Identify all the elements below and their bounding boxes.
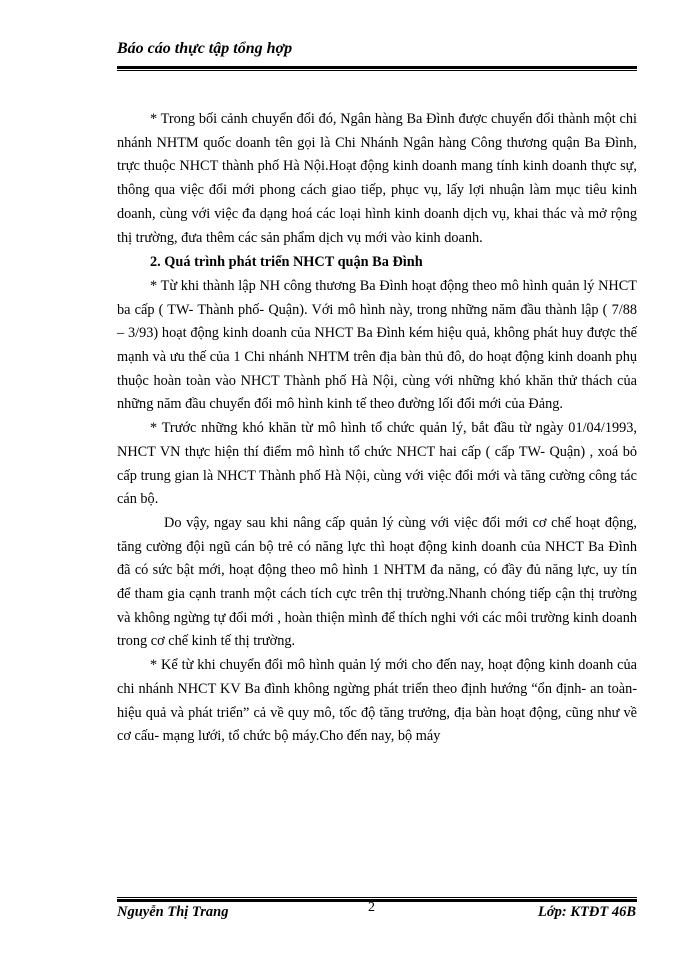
section-heading: 2. Quá trình phát triển NHCT quận Ba Đình bbox=[150, 254, 423, 271]
header-divider bbox=[117, 66, 637, 71]
document-body bbox=[117, 108, 637, 749]
paragraph-3: * Trước những khó khăn từ mô hình tổ chức quản lý, bắt đầu từ ngày 01/04/1993, NHCT VN thực hiện thí điểm mô hình tổ chức NHCT hai cấp ( cấp TW- Quận) , xoá bỏ cấp trung gian là NHCT Thành phố Hà Nội, cùng với việc đổi mới và tăng cường công tác cán bộ. bbox=[117, 420, 637, 508]
footer-author: Nguyễn Thị Trang bbox=[117, 904, 229, 920]
paragraph-4: Do vậy, ngay sau khi nâng cấp quản lý cùng với việc đổi mới cơ chế hoạt động, tăng cường đội ngũ cán bộ trẻ có năng lực thì hoạt động kinh doanh của NHCT Ba Đình đã có sức bật mới, hoạt động theo mô hình 1 NHTM đa năng, có đầy đủ năng lực, uy tín để tham gia cạnh tranh một cách tích cực trên thị trường.Nhanh chóng tiếp cận thị trường và không ngừng tự đổi mới , hoàn thiện mình để thích nghi với các môi trường kinh doanh trong cơ chế kinh tế thị trường. bbox=[117, 514, 637, 650]
footer-class-label: Lớp: KTĐT 46B bbox=[538, 904, 636, 920]
page-number: 2 bbox=[368, 900, 375, 915]
paragraph-2: * Từ khi thành lập NH công thương Ba Đình hoạt động theo mô hình quản lý NHCT ba cấp ( TW- Thành phố- Quận). Với mô hình này, trong những năm đầu thành lập ( 7/88 – 3/93) hoạt động kinh doanh của NHCT Ba Đình kém hiệu quả, không phát huy được thế mạnh và ưu thế của 1 Chi nhánh NHTM trên địa bàn thủ đô, do hoạt động kinh doanh phụ thuộc hoàn toàn vào NHCT Thành phố Hà Nội, cùng với những khó khăn thử thách của những năm đầu chuyển đổi mô hình kinh tế theo đường lối đổi mới của Đảng. bbox=[117, 277, 637, 413]
page-header-title: Báo cáo thực tập tổng hợp bbox=[117, 40, 293, 57]
paragraph-5: * Kể từ khi chuyển đổi mô hình quản lý mới cho đến nay, hoạt động kinh doanh của chi nhánh NHCT KV Ba đình không ngừng phát triển theo định hướng “ổn định- an toàn- hiệu quả và phát triển” cả về quy mô, tốc độ tăng trưởng, địa bàn hoạt động, cũng như về cơ cấu- mạng lưới, tổ chức bộ máy.Cho đến nay, bộ máy bbox=[117, 657, 637, 745]
paragraph-1: * Trong bối cảnh chuyển đổi đó, Ngân hàng Ba Đình được chuyển đổi thành một chi nhánh NHTM quốc doanh tên gọi là Chi Nhánh Ngân hàng Công thương quận Ba Đình, trực thuộc NHCT thành phố Hà Nội.Hoạt động kinh doanh mang tính kinh doanh thực sự, thông qua việc đổi mới phong cách giao tiếp, phục vụ, lấy lợi nhuận làm mục tiêu kinh doanh, cùng với việc đa dạng hoá các loại hình kinh doanh dịch vụ, khai thác và mở rộng thị trường, đưa thêm các sản phẩm dịch vụ mới vào kinh doanh. bbox=[117, 111, 637, 246]
footer-divider bbox=[117, 897, 637, 902]
